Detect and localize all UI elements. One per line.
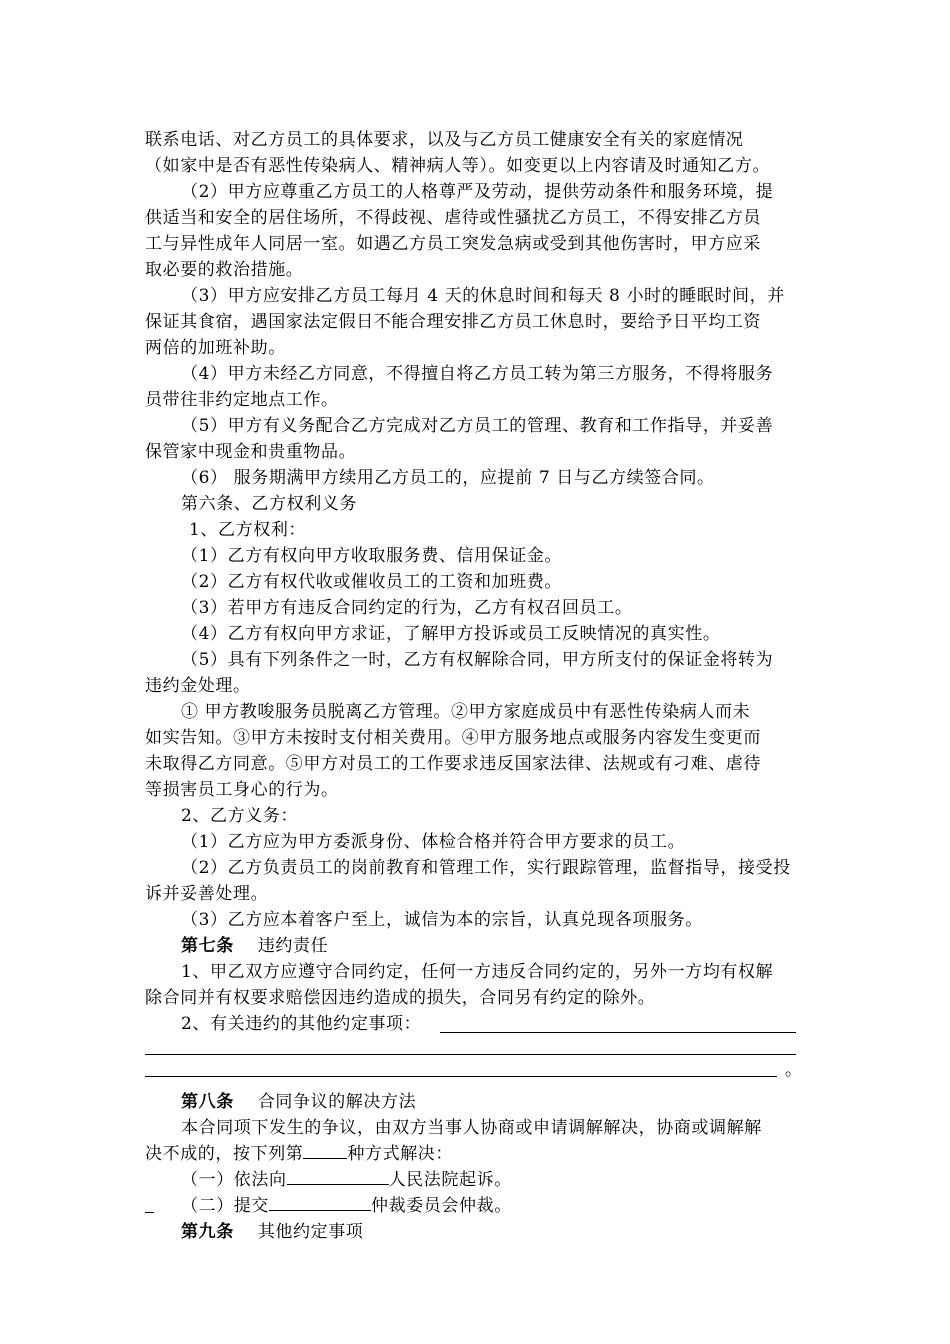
body-line: 取必要的救治措施。 [145,260,304,280]
body-line: ① 甲方教唆服务员脱离乙方管理。②甲方家庭成员中有恶性传染病人而未 [181,702,751,722]
body-line: 两倍的加班补助。 [145,338,286,358]
body-line: 诉并妥善处理。 [145,884,269,904]
section-heading: 1、乙方权利： [189,520,307,540]
body-line: （3）若甲方有违反合同约定的行为，乙方有权召回员工。 [181,598,633,618]
text-span: 决不成的，按下列第 [145,1144,304,1164]
article-9-name: 其他约定事项 [257,1222,364,1242]
body-line: 如实告知。③甲方未按时支付相关费用。④甲方服务地点或服务内容发生变更而 [145,728,761,748]
body-line: （1）乙方应为甲方委派身份、体检合格并符合甲方要求的员工。 [181,832,686,852]
blank-field-method[interactable] [303,1141,347,1159]
article-heading: 第六条、乙方权利义务 [181,494,357,514]
body-line: （3）乙方应本着客户至上，诚信为本的宗旨，认真兑现各项服务。 [181,910,703,930]
body-line: 未取得乙方同意。⑤甲方对员工的工作要求违反国家法律、法规或有刁难、虐待 [145,754,761,774]
body-line: 保管家中现金和贵重物品。 [145,442,357,462]
body-line: 保证其食宿，遇国家法定假日不能合理安排乙方员工休息时，要给予日平均工资 [145,312,761,332]
text-span: 仲裁委员会仲裁。 [371,1196,512,1216]
body-line: （5）甲方有义务配合乙方完成对乙方员工的管理、教育和工作指导，并妥善 [181,416,774,436]
article-9-title: 第九条 [181,1222,234,1242]
section-heading: 2、乙方义务： [181,806,299,826]
article-7-heading [181,933,328,959]
body-line: （如家中是否有恶性传染病人、精神病人等）。如变更以上内容请及时通知乙方。 [145,156,771,176]
article-7-name: 违约责任 [257,936,329,956]
body-line: 2、有关违约的其他约定事项： [181,1014,422,1034]
body-line: （5）具有下列条件之一时，乙方有权解除合同，甲方所支付的保证金将转为 [181,650,774,670]
body-line: 工与异性成年人同居一室。如遇乙方员工突发急病或受到其他伤害时，甲方应采 [145,234,761,254]
text-span: （二）提交 [181,1196,269,1216]
blank-line-2[interactable] [145,1054,796,1055]
text-span: （一）依法向 [181,1170,287,1190]
blank-field-court[interactable] [287,1167,389,1185]
body-line: （1）乙方有权向甲方收取服务费、信用保证金。 [181,546,563,566]
body-line [181,1167,512,1193]
body-line [181,1193,512,1219]
article-8-name: 合同争议的解决方法 [257,1092,417,1112]
text-span: 人民法院起诉。 [388,1170,512,1190]
body-line: 本合同项下发生的争议，由双方当事人协商或申请调解解决，协商或调解解 [181,1118,762,1138]
body-line: （2）乙方有权代收或催收员工的工资和加班费。 [181,572,563,592]
body-line: 员带往非约定地点工作。 [145,390,339,410]
body-line: 除合同并有权要求赔偿因违约造成的损失，合同另有约定的除外。 [145,988,656,1008]
text-span: 种方式解决： [347,1144,454,1164]
body-line: （2）甲方应尊重乙方员工的人格尊严及劳动，提供劳动条件和服务环境，提 [181,182,774,202]
article-9-line [181,1219,363,1245]
blank-line-1[interactable] [440,1032,796,1033]
body-line: 违约金处理。 [145,676,251,696]
article-8-heading [181,1089,416,1115]
end-mark: 。 [785,1060,803,1080]
article-8-title: 第八条 [181,1092,234,1112]
body-line: （2）乙方负责员工的岗前教育和管理工作，实行跟踪管理，监督指导，接受投 [181,858,791,878]
body-line: 1、甲乙双方应遵守合同约定，任何一方违反合同约定的，另外一方均有权解 [181,962,774,982]
article-7-title: 第七条 [181,936,234,956]
blank-line-3[interactable] [145,1076,777,1077]
body-line: 等损害员工身心的行为。 [145,780,339,800]
body-line: （4）乙方有权向甲方求证，了解甲方投诉或员工反映情况的真实性。 [181,624,721,644]
body-line: 联系电话、对乙方员工的具体要求，以及与乙方员工健康安全有关的家庭情况 [145,130,744,150]
body-line: 供适当和安全的居住场所，不得歧视、虐待或性骚扰乙方员工，不得安排乙方员 [145,208,761,228]
body-line: （6） 服务期满甲方续用乙方员工的，应提前 7 日与乙方续签合同。 [181,468,715,488]
body-line: （3）甲方应安排乙方员工每月 4 天的休息时间和每天 8 小时的睡眠时间，并 [181,286,785,306]
body-line: （4）甲方未经乙方同意，不得擅自将乙方员工转为第三方服务，不得将服务 [181,364,774,384]
page-mark [145,1212,154,1213]
body-line [145,1141,453,1167]
blank-field-arbitration[interactable] [269,1193,371,1211]
